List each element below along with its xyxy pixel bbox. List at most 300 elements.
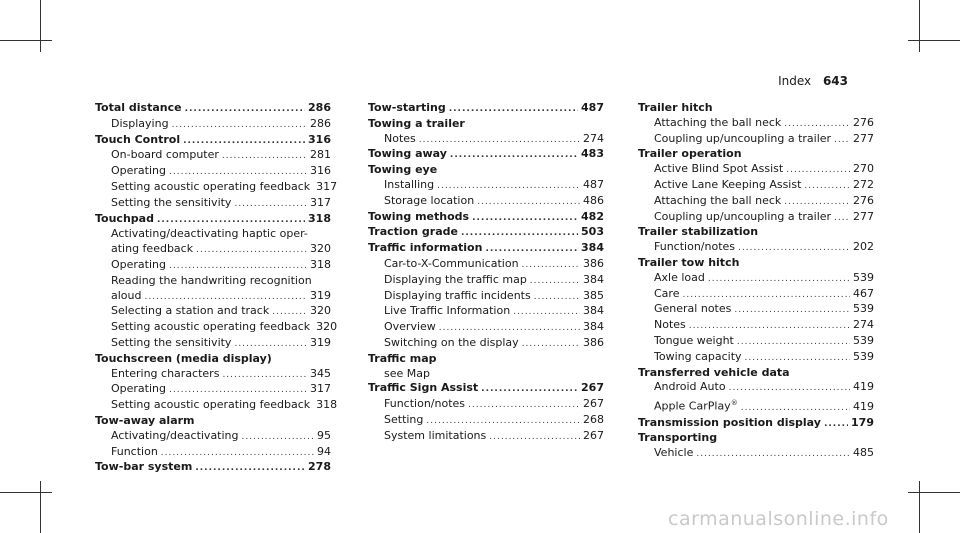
subentry-label: Function/notes <box>654 240 736 254</box>
leader-dots <box>172 118 307 133</box>
page-ref: 317 <box>310 195 331 209</box>
index-subentry[interactable] <box>95 382 331 398</box>
subentry-text <box>384 132 416 147</box>
subentry-label: Towing capacity <box>654 349 742 363</box>
index-entry <box>95 414 331 460</box>
index-heading[interactable] <box>638 225 874 240</box>
subentry-label: Function/notes <box>384 397 466 411</box>
index-heading[interactable] <box>368 241 604 257</box>
index-heading[interactable] <box>368 352 604 367</box>
index-subentry[interactable] <box>95 336 331 352</box>
page-ref: 320 <box>316 320 338 334</box>
index-entry <box>95 460 331 476</box>
subentry-text <box>654 350 742 365</box>
subentry-text <box>384 304 510 319</box>
page-ref: 316 <box>308 132 331 146</box>
subentry-label: Care <box>654 286 680 300</box>
page-ref: 95 <box>317 428 331 442</box>
index-subentry[interactable] <box>368 289 604 305</box>
subentry-label: Storage location <box>384 193 475 207</box>
subentry-label: Setting the sensitivity <box>111 335 232 349</box>
index-subentry[interactable] <box>638 446 874 462</box>
page-ref: 384 <box>583 304 604 318</box>
index-entry <box>95 351 338 414</box>
index-entry <box>368 147 604 163</box>
index-subentry[interactable] <box>638 132 874 148</box>
page-ref: 386 <box>583 335 604 349</box>
index-subentry[interactable] <box>95 258 331 274</box>
index-subentry[interactable] <box>368 257 604 273</box>
index-subentry[interactable] <box>368 178 604 194</box>
index-heading[interactable] <box>638 256 874 271</box>
subentry-label: Installing <box>384 177 435 191</box>
subentry-text <box>654 116 781 131</box>
heading-text: Towing a trailer <box>368 116 465 130</box>
page-ref: 419 <box>853 399 874 413</box>
leader-dots <box>449 102 578 117</box>
subentry-label: Selecting a station and track <box>111 304 270 318</box>
subentry-label: Active Blind Spot Assist <box>654 162 784 176</box>
index-entry <box>638 366 874 416</box>
heading-text: Traction grade <box>368 225 458 239</box>
leader-dots <box>534 290 580 305</box>
page-ref: 483 <box>581 147 604 161</box>
subentry-text <box>111 117 169 132</box>
index-subentry[interactable] <box>95 304 331 320</box>
index-heading[interactable] <box>368 147 604 163</box>
heading-text: Transferred vehicle data <box>638 365 790 379</box>
subentry-label: Axle load <box>654 270 705 284</box>
page-ref: 318 <box>310 257 331 271</box>
subentry-text <box>654 396 738 414</box>
index-heading[interactable] <box>368 163 604 178</box>
index-subentry[interactable] <box>368 397 604 413</box>
index-heading[interactable] <box>368 381 604 397</box>
subentry-text <box>654 302 731 317</box>
index-subentry[interactable] <box>95 367 331 383</box>
leader-dots <box>183 134 305 149</box>
crop-mark <box>908 40 960 41</box>
leader-dots <box>745 351 850 366</box>
page-ref: 539 <box>853 270 874 284</box>
index-subentry[interactable] <box>638 396 874 415</box>
subentry-text <box>384 413 423 428</box>
crop-mark <box>0 492 52 493</box>
subentry-text <box>111 429 239 444</box>
subentry-text <box>654 334 734 349</box>
index-subentry[interactable] <box>95 320 338 336</box>
index-subentry[interactable] <box>368 273 604 289</box>
page-ref: 276 <box>853 115 874 129</box>
index-subentry[interactable] <box>638 287 874 303</box>
subentry-label: Active Lane Keeping Assist <box>654 177 802 191</box>
subentry-label: Apple CarPlay <box>654 399 731 413</box>
crop-mark <box>40 0 41 52</box>
subentry-text <box>111 196 231 211</box>
index-entry <box>95 101 331 133</box>
leader-dots <box>222 149 307 164</box>
subentry-text <box>654 194 781 209</box>
page-ref: 487 <box>583 177 604 191</box>
leader-dots <box>784 195 850 210</box>
subentry-text <box>111 445 158 460</box>
heading-text: Trailer tow hitch <box>638 255 740 269</box>
index-heading[interactable] <box>95 101 331 117</box>
index-entry <box>638 147 874 225</box>
page-ref: 276 <box>853 193 874 207</box>
heading-text: Traffic information <box>368 241 483 255</box>
index-entry <box>368 225 604 241</box>
index-heading[interactable] <box>368 225 604 241</box>
leader-dots <box>450 148 578 163</box>
index-subentry[interactable] <box>638 162 874 178</box>
page-ref: 272 <box>853 177 874 191</box>
page-ref: 384 <box>583 320 604 334</box>
page-ref: 94 <box>317 444 331 458</box>
header-label: Index <box>778 74 812 88</box>
page-ref: 316 <box>310 164 331 178</box>
leader-dots <box>161 446 314 461</box>
subentry-text <box>384 257 519 272</box>
leader-dots <box>834 133 850 148</box>
subentry-text <box>384 397 465 412</box>
index-subentry[interactable] <box>638 240 874 256</box>
index-subentry[interactable] <box>368 194 604 210</box>
cross-reference[interactable]: see Map <box>384 366 430 380</box>
page-ref: 486 <box>583 193 604 207</box>
subentry-text-line: Reading the handwriting recognition <box>111 273 312 287</box>
leader-dots <box>834 211 850 226</box>
subentry-text <box>111 180 310 195</box>
leader-dots <box>426 414 580 429</box>
index-entry <box>638 431 874 462</box>
page-ref: 317 <box>316 179 338 193</box>
subentry-label: Activating/deactivating <box>111 428 239 442</box>
subentry-text <box>654 162 783 177</box>
leader-dots <box>734 303 850 318</box>
leader-dots <box>522 337 580 352</box>
heading-text: Touch Control <box>95 132 181 146</box>
leader-dots <box>682 288 850 303</box>
page-number: 643 <box>822 74 848 88</box>
subentry-label: Notes <box>654 318 686 332</box>
heading-text: Touchpad <box>95 211 154 225</box>
index-heading[interactable] <box>95 352 331 367</box>
index-subentry[interactable] <box>638 318 874 334</box>
subentry-label: ating feedback <box>111 242 194 256</box>
index-subentry[interactable] <box>638 116 874 132</box>
page-ref: 267 <box>581 381 604 395</box>
leader-dots <box>169 165 307 180</box>
index-entry <box>368 241 604 352</box>
page-ref: 318 <box>316 398 338 412</box>
page-ref: 539 <box>853 333 874 347</box>
heading-text: Total distance <box>95 101 182 114</box>
index-entry <box>638 416 874 432</box>
index-subentry[interactable] <box>368 336 604 352</box>
leader-dots <box>824 417 848 432</box>
index-subentry[interactable] <box>95 117 331 133</box>
subentry-label: Entering characters <box>111 366 220 380</box>
page-ref: 386 <box>583 256 604 270</box>
leader-dots <box>708 272 850 287</box>
page-ref: 384 <box>583 272 604 286</box>
index-heading[interactable] <box>638 416 874 432</box>
subentry-label: Android Auto <box>654 380 726 394</box>
page-ref: 278 <box>308 460 331 474</box>
crop-mark <box>40 481 41 533</box>
subentry-label: Setting acoustic operating feedback <box>111 320 311 334</box>
heading-text: Towing methods <box>368 209 470 223</box>
leader-dots <box>272 305 307 320</box>
index-subentry[interactable] <box>95 179 338 196</box>
subentry-text <box>654 318 686 333</box>
page-ref: 277 <box>853 209 874 223</box>
heading-text: Towing eye <box>368 163 438 177</box>
subentry-label: Switching on the display <box>384 335 519 349</box>
index-entry <box>95 132 338 212</box>
index-subentry[interactable] <box>368 429 604 445</box>
crop-mark <box>908 492 960 493</box>
subentry-label: General notes <box>654 302 732 316</box>
subentry-label: Setting acoustic operating feedback <box>111 179 311 193</box>
subentry-label: Setting <box>384 412 424 426</box>
page-ref: 485 <box>853 446 874 460</box>
subentry-text <box>111 258 166 273</box>
leader-dots <box>439 321 580 336</box>
page-ref: 345 <box>310 366 331 380</box>
leader-dots <box>522 258 580 273</box>
leader-dots <box>242 430 314 445</box>
index-subentry[interactable] <box>95 164 331 180</box>
index-heading[interactable] <box>368 210 604 226</box>
index-heading[interactable] <box>95 212 331 228</box>
subentry-label: Displaying traffic incidents <box>384 288 531 302</box>
index-subentry[interactable] <box>95 429 331 445</box>
subentry-text <box>111 382 166 397</box>
page-ref: 268 <box>583 412 604 426</box>
index-subentry[interactable] <box>638 302 874 318</box>
index-entry <box>368 101 604 117</box>
leader-dots <box>157 213 305 228</box>
heading-text: Tow-away alarm <box>95 413 195 427</box>
index-column-2 <box>368 101 604 445</box>
heading-text: Transporting <box>638 431 718 445</box>
index-heading[interactable] <box>638 366 874 381</box>
index-subentry[interactable] <box>638 194 874 210</box>
page-ref: 318 <box>308 211 331 225</box>
page-ref: 539 <box>853 302 874 316</box>
index-subentry[interactable] <box>368 320 604 336</box>
subentry-text <box>384 336 519 351</box>
heading-text: Traffic Sign Assist <box>368 381 479 395</box>
subentry-text <box>111 398 310 413</box>
crop-mark <box>919 481 920 533</box>
page-ref: 385 <box>583 288 604 302</box>
page-ref: 267 <box>583 397 604 411</box>
page-ref: 482 <box>581 209 604 223</box>
leader-dots <box>737 335 850 350</box>
page-ref: 419 <box>853 380 874 394</box>
leader-dots <box>784 117 850 132</box>
index-heading[interactable] <box>95 133 331 149</box>
page-ref: 267 <box>583 428 604 442</box>
leader-dots <box>741 401 850 416</box>
leader-dots <box>234 197 307 212</box>
subentry-text <box>654 178 801 193</box>
page-ref: 286 <box>310 116 331 130</box>
subentry-label: Overview <box>384 320 436 334</box>
subentry-text <box>111 289 141 304</box>
index-subentry[interactable] <box>368 132 604 148</box>
leader-dots <box>530 274 580 289</box>
page-ref: 467 <box>853 286 874 300</box>
page-ref: 274 <box>583 131 604 145</box>
leader-dots <box>477 195 580 210</box>
page-ref: 319 <box>310 288 331 302</box>
index-subentry[interactable] <box>368 413 604 429</box>
subentry-label: Operating <box>111 257 166 271</box>
page-ref: 286 <box>308 101 331 114</box>
subentry-text <box>654 287 679 302</box>
index-subentry[interactable] <box>638 178 874 194</box>
page-ref: 319 <box>310 335 331 349</box>
leader-dots <box>222 368 307 383</box>
heading-text: Tow-starting <box>368 101 446 114</box>
page-ref: 274 <box>853 318 874 332</box>
index-subentry[interactable] <box>95 289 331 305</box>
heading-text: Traffic map <box>368 351 437 365</box>
subentry-text <box>384 178 434 193</box>
page-ref: 384 <box>581 241 604 255</box>
index-heading[interactable] <box>638 147 874 162</box>
subentry-label: Coupling up/uncoupling a trailer <box>654 209 832 223</box>
page-ref: 281 <box>310 148 331 162</box>
subentry-label: Setting the sensitivity <box>111 195 232 209</box>
subentry-label: Live Traffic Information <box>384 304 511 318</box>
leader-dots <box>196 243 307 258</box>
subentry-label: On-board computer <box>111 148 219 162</box>
heading-text: Transmission position display <box>638 415 821 429</box>
leader-dots <box>489 430 580 445</box>
subentry-text <box>384 429 486 444</box>
heading-text: Towing away <box>368 147 447 161</box>
leader-dots <box>169 383 307 398</box>
subentry-label: Vehicle <box>654 446 694 460</box>
leader-dots <box>185 102 305 117</box>
subentry-label: Attaching the ball neck <box>654 115 782 129</box>
index-heading[interactable] <box>95 414 331 429</box>
leader-dots <box>729 381 850 396</box>
index-subentry[interactable] <box>95 242 331 258</box>
page-ref: 179 <box>851 415 874 429</box>
heading-text: Trailer hitch <box>638 101 713 114</box>
leader-dots <box>804 179 850 194</box>
index-subentry[interactable] <box>95 445 331 461</box>
subentry-label: Function <box>111 444 158 458</box>
subentry-label: Setting acoustic operating feedback <box>111 398 311 412</box>
index-entry <box>368 381 604 444</box>
subentry-label: Operating <box>111 164 166 178</box>
leader-dots <box>472 211 578 226</box>
subentry-text <box>654 380 726 395</box>
watermark: carmanualsonline.info <box>668 508 889 530</box>
page-ref: 317 <box>310 382 331 396</box>
leader-dots <box>195 461 305 476</box>
index-subentry[interactable] <box>638 271 874 287</box>
leader-dots <box>481 382 578 397</box>
leader-dots <box>689 319 850 334</box>
subentry-text <box>111 367 219 382</box>
index-subentry[interactable] <box>638 380 874 396</box>
index-subentry[interactable] <box>638 350 874 366</box>
index-heading[interactable] <box>638 101 874 116</box>
leader-dots <box>738 241 850 256</box>
subentry-label: Attaching the ball neck <box>654 193 782 207</box>
subentry-text <box>111 164 166 179</box>
index-subentry[interactable] <box>638 210 874 226</box>
page-ref: 277 <box>853 131 874 145</box>
index-entry <box>368 210 604 226</box>
heading-text: Tow-bar system <box>95 460 193 474</box>
subentry-label: Displaying the traffic map <box>384 272 527 286</box>
index-column-1 <box>95 101 338 476</box>
heading-text: Trailer stabilization <box>638 225 759 239</box>
subentry-text <box>654 271 705 286</box>
leader-dots <box>419 133 580 148</box>
subentry-label: Car-to-X-Communication <box>384 256 519 270</box>
leader-dots <box>437 179 580 194</box>
subentry-text <box>654 210 831 225</box>
index-entry <box>95 211 338 352</box>
index-heading[interactable] <box>368 101 604 117</box>
crop-mark <box>0 40 52 41</box>
subentry-text <box>111 304 269 319</box>
index-heading[interactable] <box>638 431 874 446</box>
subentry-text <box>654 132 831 147</box>
index-subentry[interactable] <box>368 304 604 320</box>
subentry-text-line: Activating/deactivating haptic oper- <box>111 227 308 241</box>
crop-mark <box>919 0 920 52</box>
subentry-label: Tongue weight <box>654 333 734 347</box>
index-entry <box>638 256 874 366</box>
leader-dots <box>513 305 580 320</box>
leader-dots <box>696 447 850 462</box>
subentry-text <box>654 240 735 255</box>
index-subentry[interactable] <box>95 148 331 164</box>
subentry-text <box>384 194 474 209</box>
page-ref: 487 <box>581 101 604 114</box>
index-heading[interactable] <box>95 460 331 476</box>
page-header <box>778 74 848 88</box>
index-heading[interactable] <box>368 117 604 132</box>
subentry-label: Notes <box>384 131 416 145</box>
index-subentry[interactable] <box>95 196 331 212</box>
subentry-text <box>384 289 531 304</box>
subentry-text <box>111 242 193 257</box>
subentry-label: Displaying <box>111 116 169 130</box>
index-entry <box>638 225 874 256</box>
page-ref: 270 <box>853 162 874 176</box>
page-ref: 320 <box>310 242 331 256</box>
page-ref: 320 <box>310 304 331 318</box>
index-subentry[interactable] <box>638 334 874 350</box>
index-subentry[interactable] <box>95 398 338 414</box>
subentry-label: Operating <box>111 382 166 396</box>
leader-dots <box>234 337 307 352</box>
registered-mark: ® <box>730 399 738 408</box>
leader-dots <box>485 242 578 257</box>
